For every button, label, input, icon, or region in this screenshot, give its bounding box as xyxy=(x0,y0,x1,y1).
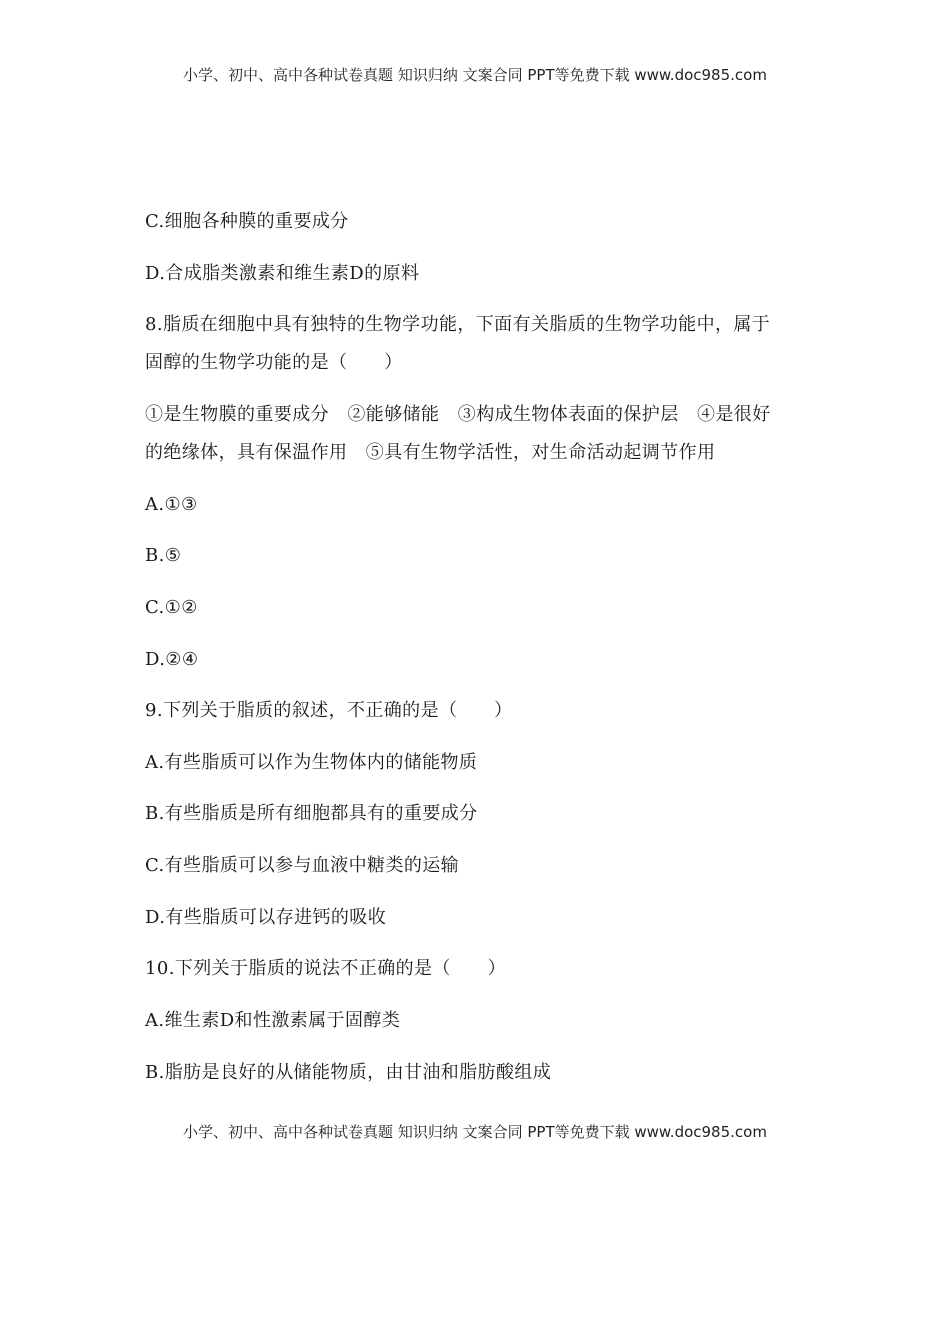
option-c-q9: C.有些脂质可以参与血液中糖类的运输 xyxy=(145,855,460,876)
question-8-statements-line-1: ①是生物膜的重要成分 ②能够储能 ③构成生物体表面的保护层 ④是很好 xyxy=(145,404,771,425)
question-8-line-1: 8.脂质在细胞中具有独特的生物学功能，下面有关脂质的生物学功能中，属于 xyxy=(145,314,771,335)
option-c-q7: C.细胞各种膜的重要成分 xyxy=(145,211,349,232)
option-b-q9: B.有些脂质是所有细胞都具有的重要成分 xyxy=(145,803,478,824)
page-footer: 小学、初中、高中各种试卷真题 知识归纳 文案合同 PPT等免费下载 www.doc985.com xyxy=(183,1123,767,1141)
question-8-line-2: 固醇的生物学功能的是（ ） xyxy=(145,352,403,373)
option-d-q7: D.合成脂类激素和维生素D的原料 xyxy=(145,263,420,284)
option-b-q10: B.脂肪是良好的从储能物质，由甘油和脂肪酸组成 xyxy=(145,1062,552,1083)
page-header: 小学、初中、高中各种试卷真题 知识归纳 文案合同 PPT等免费下载 www.doc985.com xyxy=(183,66,767,84)
option-a-q8: A.①③ xyxy=(145,494,198,515)
question-10: 10.下列关于脂质的说法不正确的是（ ） xyxy=(145,958,507,979)
option-b-q8: B.⑤ xyxy=(145,545,182,566)
option-d-q9: D.有些脂质可以存进钙的吸收 xyxy=(145,907,387,928)
question-9: 9.下列关于脂质的叙述，不正确的是（ ） xyxy=(145,700,513,721)
option-a-q9: A.有些脂质可以作为生物体内的储能物质 xyxy=(145,752,478,773)
option-c-q8: C.①② xyxy=(145,597,198,618)
question-8-statements-line-2: 的绝缘体，具有保温作用 ⑤具有生物学活性，对生命活动起调节作用 xyxy=(145,442,716,463)
option-a-q10: A.维生素D和性激素属于固醇类 xyxy=(145,1010,401,1031)
option-d-q8: D.②④ xyxy=(145,649,199,670)
